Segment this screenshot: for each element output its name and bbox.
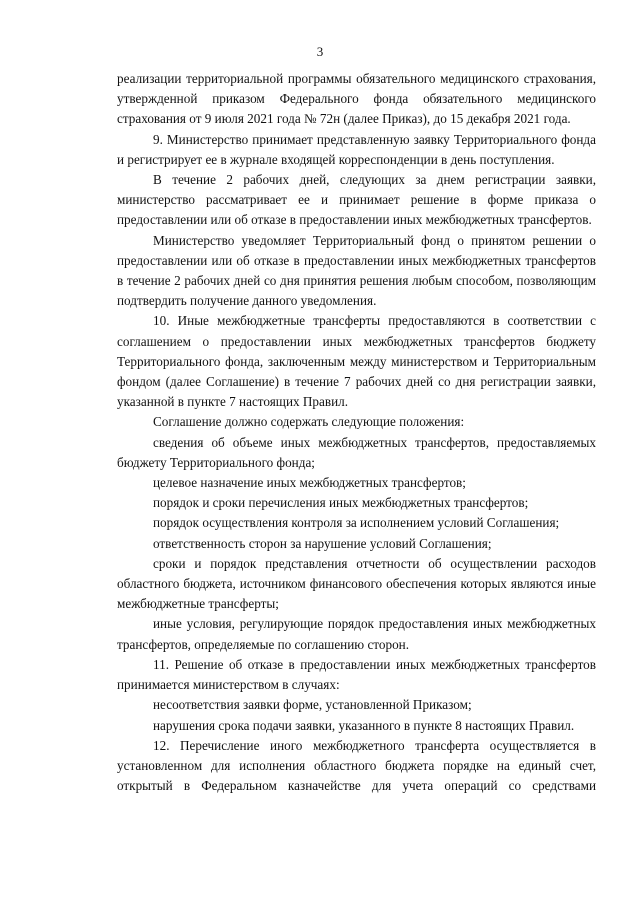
paragraph-agreement-contents: Соглашение должно содержать следующие положения:: [153, 414, 465, 430]
page-number: 3: [316, 44, 324, 59]
list-item-transfer-terms: порядок и сроки перечисления иных межбюджетных трансфертов;: [153, 495, 529, 511]
paragraph-item-11: 11. Решение об отказе в предоставлении иных межбюджетных трансфертов принимается министерством в случаях:: [117, 656, 596, 693]
list-item-purpose: целевое назначение иных межбюджетных трансфертов;: [153, 475, 466, 491]
paragraph-item-9: 9. Министерство принимает представленную заявку Территориального фонда и регистрирует ее в журнале входящей корреспонденции в день поступления.: [117, 131, 596, 167]
list-item-form-mismatch: несоответствия заявки форме, установленной Приказом;: [153, 697, 472, 713]
list-item-reporting: сроки и порядок представления отчетности об осуществлении расходов областного бюджета, источником финансового обеспечения которых являются иные межбюджетные трансферты;: [117, 555, 596, 612]
paragraph-review-term: В течение 2 рабочих дней, следующих за днем регистрации заявки, министерство рассматривает ее и принимает решение в форме приказа о предоставлении или об отказе в предоставлении иных межбюджетных трансфертов.: [117, 172, 596, 228]
list-item-control: порядок осуществления контроля за исполнением условий Соглашения;: [153, 515, 560, 531]
paragraph-item-12: 12. Перечисление иного межбюджетного трансферта осуществляется в установленном для исполнения областного бюджета порядке на единый счет, открытый в Федеральном казначействе для учета операций со средствами: [117, 737, 596, 794]
paragraph-program-continuation: реализации территориальной программы обязательного медицинского страхования, утвержденной приказом Федерального фонда обязательного медицинского страхования от 9 июля 2021 года № 72н (далее Приказ), до 15 декабря 2021 года.: [117, 71, 596, 127]
paragraph-item-10: 10. Иные межбюджетные трансферты предоставляются в соответствии с соглашением о предоставлении иных межбюджетных трансфертов бюджету Территориального фонда, заключенным между министерством и Территориальным фондом (далее Соглашение) в течение 7 рабочих дней со дня регистрации заявки, указанной в пункте 7 настоящих Правил.: [117, 313, 596, 410]
list-item-volume: сведения об объеме иных межбюджетных трансфертов, предоставляемых бюджету Территориального фонда;: [117, 434, 596, 470]
list-item-responsibility: ответственность сторон за нарушение условий Соглашения;: [153, 535, 492, 551]
list-item-deadline-violation: нарушения срока подачи заявки, указанного в пункте 8 настоящих Правил.: [153, 717, 575, 733]
list-item-other-conditions: иные условия, регулирующие порядок предоставления иных межбюджетных трансфертов, определяемые по соглашению сторон.: [117, 616, 596, 652]
document-body: [117, 69, 596, 796]
paragraph-notification: Министерство уведомляет Территориальный фонд о принятом решении о предоставлении или об отказе в предоставлении иных межбюджетных трансфертов в течение 2 рабочих дней со дня принятия решения любым способом, позволяющим подтвердить получение данного уведомления.: [117, 232, 596, 309]
